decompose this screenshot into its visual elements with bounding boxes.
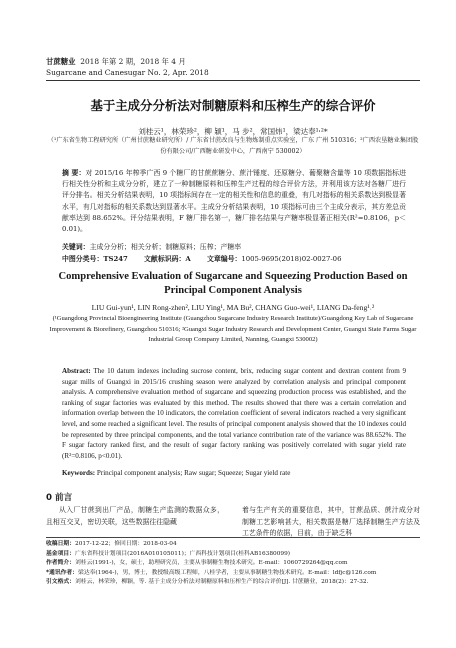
header-rule <box>46 80 420 81</box>
footnote-received <box>46 540 420 550</box>
footnote-label: 引文格式： <box>46 579 75 586</box>
footnote-corresponding <box>46 569 420 579</box>
doc-value: A <box>185 255 191 263</box>
abstract-en-label: Abstract: <box>62 367 91 375</box>
footnote-citation <box>46 578 420 588</box>
art-label: 文章编号： <box>206 255 242 263</box>
footnote-label: 收稿日期： <box>46 541 75 547</box>
body-column-left: 从入厂甘蔗到出厂产品，制糖生产监测的数据众多，且相互交叉，密切关联，这些数据往往隐藏 <box>46 506 224 526</box>
art-value: 1005-9695(2018)02-0027-06 <box>241 255 342 263</box>
footnote-rule <box>46 537 420 538</box>
authors-en: LIU Gui-yun¹, LIN Rong-zhen², LIU Ying¹, MA Bu², CHANG Guo-wei¹, LIANG Da-feng¹˒² <box>91 303 375 312</box>
keywords-en-text: Principal component analysis; Raw sugar; Squeeze; Sugar yield rate <box>96 469 291 477</box>
abstract-en <box>62 366 406 461</box>
footnote-text: 刘桂云，林荣珍，柳颖，等. 基于主成分分析法对制糖原料和压榨生产的综合评价[J]. 甘蔗糖业，2018(2)：27-32. <box>75 579 369 586</box>
abstract-cn <box>62 168 406 235</box>
keywords-cn-text: 主成分分析；相关分析；制糖原料；压榨；产糖率 <box>89 243 242 251</box>
footnote-author <box>46 559 420 569</box>
keywords-cn <box>62 241 406 251</box>
authors-cn: 刘桂云¹，林荣珍²，柳 颖¹，马 步²，常国炜¹，梁达奉¹˒²* <box>138 127 328 136</box>
journal-header-cn <box>46 56 209 67</box>
title-en: Comprehensive Evaluation of Sugarcane and Squeezing Production Based on Principal Component Analysis <box>58 271 408 296</box>
article-number <box>207 255 356 263</box>
footnote-text: 2017-12-22；修回日期：2018-03-04 <box>75 541 177 547</box>
section-heading: 0 前言 <box>46 493 73 503</box>
abstract-en-text: The 10 datum indexes including sucrose content, brix, reducing sugar content and dextran content from 9 sugar mills of Guangxi in 2015/16 crushing season were analyzed by correlation analysis and principal component analysis. A comprehensive evaluation method of sugarcane and squeezing production process was established, and the ranking of sugar factories was evaluated by this method. The results showed that there was a certain correlation and information overlap between the 10 indicators, the correlation coefficient of several indicators reached a very significant level, and some reached a significant level. The results of principal component analysis showed that the 10 indexes could be represented by three principal components, and the total variance contribution rate of the variance was 88.652%. The F sugar factory ranked first, and the result of sugar factory ranking was positively correlated with sugar yield rate (R²=0.8106, p<0.01). <box>62 367 406 460</box>
journal-name-cn: 甘蔗糖业 <box>46 57 76 66</box>
classification-line <box>62 253 406 263</box>
footnote-text: 梁达奉(1964-)，男，博士，教授级高级工程师，八桂学者，主要从事制糖生物技术研究。E-mail：ldfjc@126.com <box>78 569 377 576</box>
clc-number <box>62 255 128 263</box>
keywords-en <box>62 469 406 477</box>
abstract-cn-label: 摘 要： <box>62 169 86 177</box>
footnote-text: 刘桂云(1991-)，女，硕士，助理研究员，主要从事制糖生物技术研究。E-mail：1060729264@qq.com <box>75 560 348 567</box>
affiliation-en: (¹Guangdong Provincial Bioengineering Institute (Guangzhou Sugarcane Industry Research Institute)/Guangdong Key Lab of Sugarcane Improvement & Biorefinery, Guangzhou 510316; ²Guangxi Sugar Industry Research and Development Center, Guangxi State Farms Sugar Industrial Group Company Limited, Nanning, Guangxi 530002) <box>49 315 417 344</box>
doc-code <box>144 255 191 263</box>
footnote-label: *通讯作者： <box>46 569 79 576</box>
title-cn: 基于主成分分析法对制糖原料和压榨生产的综合评价 <box>90 98 376 113</box>
clc-value: TS247 <box>103 255 128 263</box>
affiliation-cn: （¹广东省生物工程研究所（广州甘蔗糖业研究所）/ 广东省甘蔗改良与生物炼制重点实验室，广东 广州 510316；²广西农垦糖业集团股份有限公司/广西糖业研发中心，广西南宁 530002） <box>47 137 419 155</box>
body-column-right: 着与生产有关的重要信息，其中，甘蔗品质、蔗汁成分对制糖工艺影响甚大，相关数据是糖厂选择制糖生产方法及工艺条件的依据，目前，由于缺乏科 <box>242 506 420 537</box>
keywords-cn-label: 关键词： <box>62 243 90 251</box>
footnote-fund <box>46 550 420 560</box>
abstract-cn-text: 对 2015/16 年榨季广西 9 个糖厂的甘蔗蔗糖分、蔗汁锤度、还原糖分、葡聚糖含量等 10 项数据指标进行相关性分析和主成分分析，建立了一种制糖原料和压榨生产过程的综合评价方法，并利用该方法对各糖厂进行评分排名。相关分析结果表明，10 项指标间存在一定的相关性和信息的重叠，有几对指标的相关系数达到极显著水平，有几对指标的相关系数达到显著水平。主成分分析结果表明，10 项指标可由三个主成分表示，其方差总贡献率达到 88.652%。评分结果表明，F 糖厂排名第一，糖厂排名结果与产糖率极显著正相关(R²=0.8106，p＜0.01)。 <box>62 169 407 234</box>
journal-header-en: Sugarcane and Canesugar No. 2, Apr. 2018 <box>46 68 209 77</box>
doc-label: 文献标识码： <box>144 255 186 263</box>
footnote-label: 基金项目： <box>46 550 75 557</box>
journal-issue-cn: 2018 年第 2 期，2018 年 4 月 <box>80 57 186 66</box>
footnote-text: 广东省科技计划项目(2016A010105011)；广西科技计划项目(桂科AB16380099) <box>75 550 291 557</box>
footnote-label: 作者简介： <box>46 560 75 567</box>
clc-label: 中图分类号： <box>62 255 104 263</box>
journal-header <box>46 56 209 78</box>
footnotes <box>46 540 420 588</box>
keywords-en-label: Keywords: <box>62 469 96 477</box>
